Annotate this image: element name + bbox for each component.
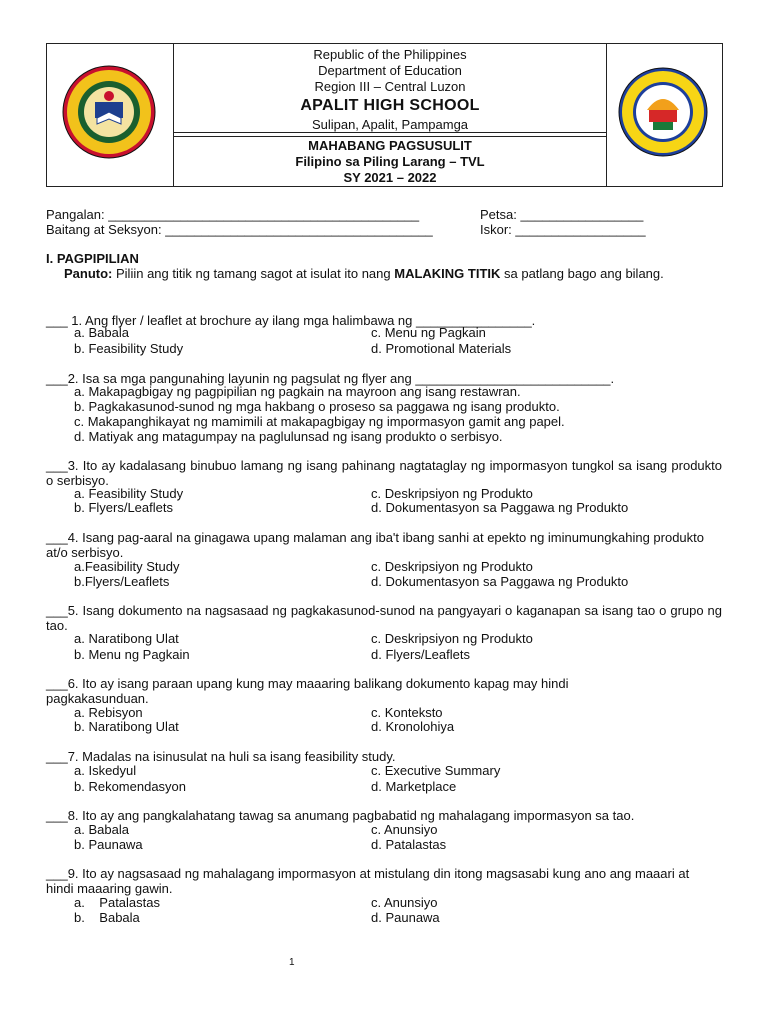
date-row: [480, 207, 643, 222]
instructions-emphasis: MALAKING TITIK: [394, 266, 501, 281]
choice-b: b. Babala: [74, 910, 140, 925]
choice-a: a. Makapagbigay ng pagpipilian ng pagkain na mayroon ang isang restawran.: [74, 384, 521, 399]
score-label: Iskor:: [480, 222, 512, 237]
choice-c: c. Executive Summary: [371, 763, 501, 778]
header-table: [46, 43, 723, 187]
choice-c: c. Menu ng Pagkain: [371, 325, 486, 340]
republic-line: Republic of the Philippines: [313, 47, 467, 62]
exam-info-cell: [173, 136, 607, 187]
choice-a: a. Feasibility Study: [74, 486, 184, 501]
subject-title: Filipino sa Piling Larang – TVL: [295, 154, 485, 169]
question-stem: ___9. Ito ay nagsasaad ng mahalagang impormasyon at mistulang din itong magsasabi kung ano ang maaari at hindi maaaring gawin.: [46, 866, 690, 896]
choice-c: c. Deskripsiyon ng Produkto: [371, 486, 533, 501]
question-stem: ___8. Ito ay ang pangkalahatang tawag sa anumang pagbabatid ng mahalagang impormasyon sa tao.: [46, 808, 635, 823]
region-line: Region III – Central Luzon: [314, 79, 466, 94]
choice-b: b. Rekomendasyon: [74, 779, 187, 794]
choice-d: d. Paunawa: [371, 910, 440, 925]
choice-c: c. Konteksto: [371, 705, 443, 720]
question-stem: ___2. Isa sa mga pangunahing layunin ng pagsulat ng flyer ang ___________________________.: [46, 371, 615, 386]
question-stem: ___ 1. Ang flyer / leaflet at brochure ay ilang mga halimbawa ng ________________.: [46, 313, 536, 328]
section-title: I. PAGPIPILIAN: [46, 251, 139, 266]
question-stem: ___5. Isang dokumento na nagsasaad ng pagkakasunod-sunod na pangyayari o kaganapan sa isang tao o grupo ng tao.: [46, 603, 722, 633]
question-stem: ___3. Ito ay kadalasang binubuo lamang ng isang pahinang nagtataglay ng impormasyon tungkol sa isang produkto o serbisyo.: [46, 458, 722, 488]
left-logo-cell: [47, 44, 174, 186]
date-label: Petsa:: [480, 207, 517, 222]
choice-c: c. Makapanghikayat ng mamimili at makapagbigay ng impormasyon gamit ang papel.: [74, 414, 565, 429]
instructions-text-b: sa patlang bago ang bilang.: [500, 266, 664, 281]
choice-b: b.Flyers/Leaflets: [74, 574, 170, 589]
choice-c: c. Anunsiyo: [371, 822, 438, 837]
name-field[interactable]: ___________________________________________: [108, 207, 420, 222]
right-logo-cell: [606, 44, 722, 186]
choice-d: d. Flyers/Leaflets: [371, 647, 470, 662]
score-field[interactable]: __________________: [515, 222, 646, 237]
instructions: [46, 266, 722, 281]
choice-d: d. Promotional Materials: [371, 341, 512, 356]
choice-d: d. Dokumentasyon sa Paggawa ng Produkto: [371, 574, 629, 589]
question-stem: ___6. Ito ay isang paraan upang kung may maaaring balikang dokumento kapag may hindi pagkakasunduan.: [46, 676, 569, 706]
choice-c: c. Anunsiyo: [371, 895, 438, 910]
school-name: APALIT HIGH SCHOOL: [300, 97, 480, 114]
score-row: [480, 222, 646, 237]
instructions-label: Panuto:: [64, 266, 113, 281]
choice-a: a. Rebisyon: [74, 705, 143, 720]
choice-b: b. Naratibong Ulat: [74, 719, 179, 734]
choice-a: a. Iskedyul: [74, 763, 137, 778]
page-number: 1: [289, 957, 295, 968]
choice-b: b. Flyers/Leaflets: [74, 500, 173, 515]
department-line: Department of Education: [318, 63, 462, 78]
exam-title: MAHABANG PAGSUSULIT: [308, 138, 472, 153]
section-row: [46, 222, 433, 237]
apalit-hs-seal-logo: [607, 44, 720, 184]
choice-d: d. Matiyak ang matagumpay na paglulunsad ng isang produkto o serbisyo.: [74, 429, 503, 444]
section-field[interactable]: _____________________________________: [165, 222, 433, 237]
choice-a: a. Patalastas: [74, 895, 160, 910]
choice-b: b. Feasibility Study: [74, 341, 184, 356]
choice-a: a. Babala: [74, 325, 129, 340]
question-stem: ___7. Madalas na isinusulat na huli sa isang feasibility study.: [46, 749, 396, 764]
date-field[interactable]: _________________: [520, 207, 644, 222]
question-stem: ___4. Isang pag-aaral na ginagawa upang malaman ang iba't ibang sanhi at epekto ng iminumungkahing produkto at/o serbisyo.: [46, 530, 705, 560]
choice-b: b. Paunawa: [74, 837, 143, 852]
choice-c: c. Deskripsiyon ng Produkto: [371, 631, 533, 646]
choice-d: d. Dokumentasyon sa Paggawa ng Produkto: [371, 500, 629, 515]
choice-b: b. Menu ng Pagkain: [74, 647, 190, 662]
deped-seal-logo: [47, 44, 171, 184]
school-address: Sulipan, Apalit, Pampamga: [311, 117, 469, 132]
section-label: Baitang at Seksyon:: [46, 222, 162, 237]
school-info-cell: [173, 44, 607, 133]
choice-a: a.Feasibility Study: [74, 559, 180, 574]
name-row: [46, 207, 419, 222]
instructions-text-a: Piliin ang titik ng tamang sagot at isulat ito nang: [112, 266, 395, 281]
choice-a: a. Babala: [74, 822, 129, 837]
choice-d: d. Patalastas: [371, 837, 447, 852]
choice-b: b. Pagkakasunod-sunod ng mga hakbang o proseso sa paggawa ng isang produkto.: [74, 399, 560, 414]
choice-d: d. Kronolohiya: [371, 719, 455, 734]
name-label: Pangalan:: [46, 207, 105, 222]
choice-d: d. Marketplace: [371, 779, 457, 794]
choice-c: c. Deskripsiyon ng Produkto: [371, 559, 533, 574]
choice-a: a. Naratibong Ulat: [74, 631, 179, 646]
school-year: SY 2021 – 2022: [343, 170, 437, 185]
